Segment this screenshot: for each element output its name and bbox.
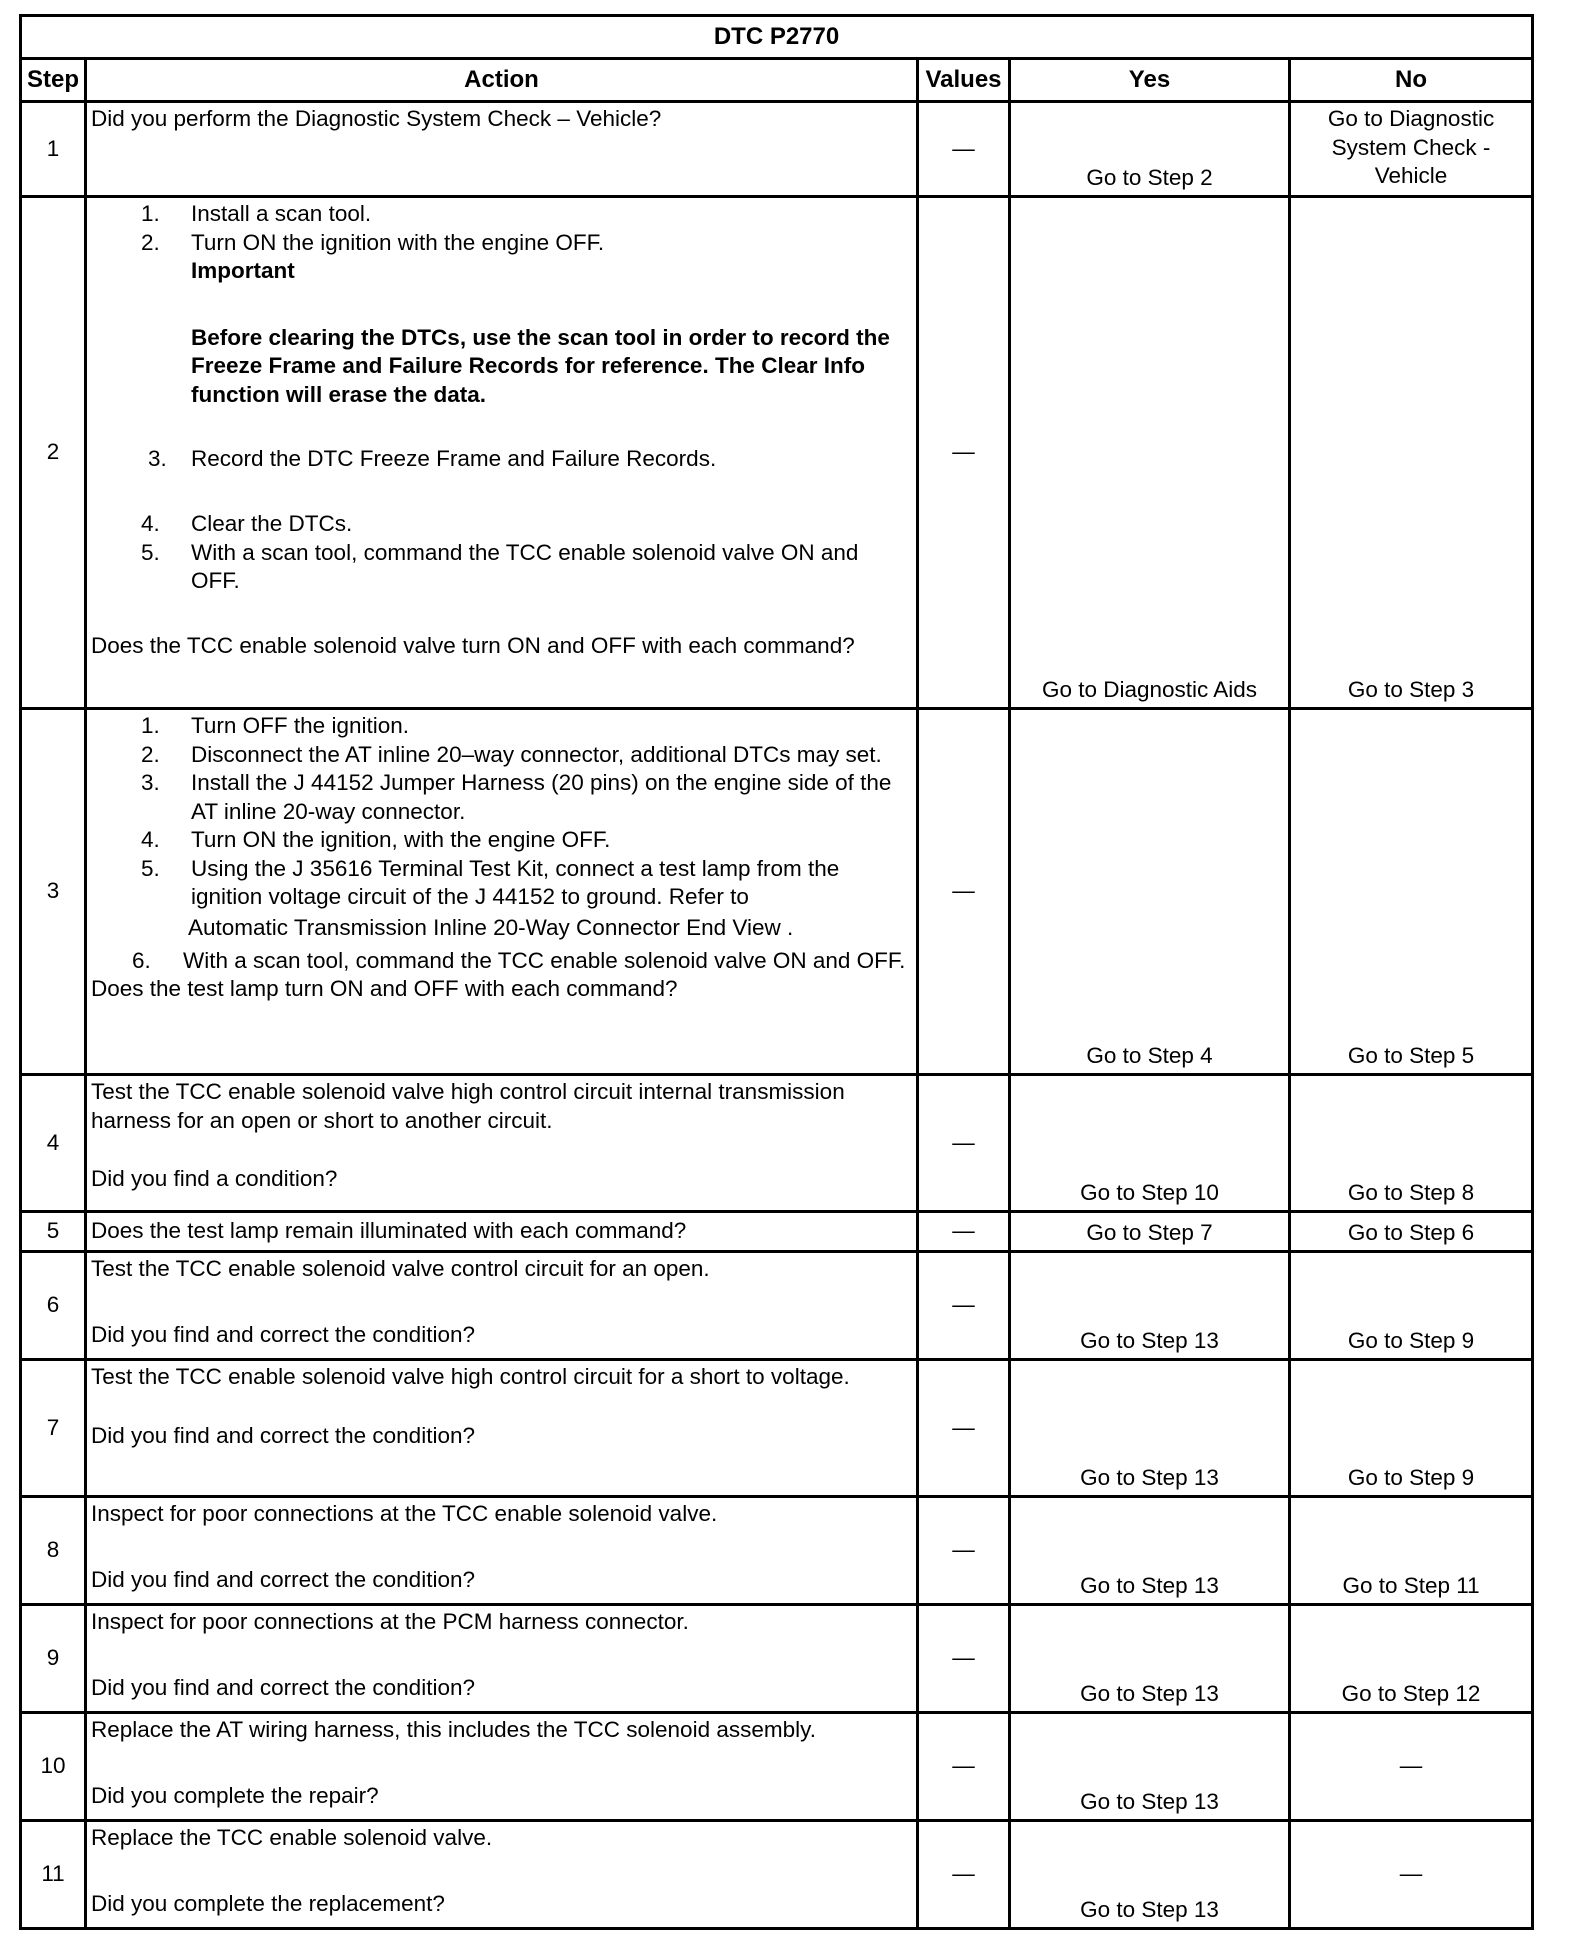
step-number: 8 (21, 1497, 86, 1605)
no-link[interactable]: Go to Step 6 (1290, 1212, 1533, 1252)
list-number: 3. (141, 770, 160, 796)
no-cell: — (1290, 1821, 1533, 1929)
action-cell (86, 197, 918, 709)
step-number: 3 (21, 709, 86, 1075)
list-text: Install the J 44152 Jumper Harness (20 pins) on the engine side of the AT inline 20-way connector. (191, 770, 892, 824)
action-cell (86, 102, 918, 197)
no-link[interactable]: Go to Step 12 (1290, 1605, 1533, 1713)
action-question: Does the test lamp remain illuminated with each command? (91, 1218, 687, 1244)
no-link[interactable]: Go to Step 8 (1290, 1075, 1533, 1212)
action-text: Test the TCC enable solenoid valve high control circuit internal transmission harness for an open or short to another circuit. (91, 1079, 845, 1133)
list-item (91, 539, 912, 596)
list-text: Install a scan tool. (191, 201, 372, 226)
list-item (91, 510, 912, 539)
action-text: Test the TCC enable solenoid valve high control circuit for a short to voltage. (91, 1364, 850, 1389)
no-link[interactable]: Go to Step 3 (1290, 197, 1533, 709)
list-number: 2. (141, 741, 160, 767)
action-cell (86, 709, 918, 1075)
list-item (91, 445, 912, 474)
header-step: Step (21, 59, 86, 102)
yes-link[interactable]: Go to Step 13 (1010, 1360, 1290, 1497)
procedure-list (91, 445, 912, 474)
step-number: 7 (21, 1360, 86, 1497)
action-question: Did you find and correct the condition? (91, 1321, 475, 1347)
yes-link[interactable]: Go to Step 13 (1010, 1605, 1290, 1713)
list-number: 5. (141, 855, 160, 881)
list-item (91, 769, 912, 826)
list-text: With a scan tool, command the TCC enable solenoid valve ON and OFF. (183, 947, 906, 973)
list-text: Disconnect the AT inline 20–way connector, additional DTCs may set. (191, 741, 882, 767)
no-cell: — (1290, 1713, 1533, 1821)
values-cell: — (918, 1212, 1010, 1252)
table-row (21, 1075, 1533, 1212)
table-row (21, 1212, 1533, 1252)
list-number: 1. (141, 201, 160, 226)
values-cell: — (918, 1075, 1010, 1212)
header-row (21, 59, 1533, 102)
table-row (21, 709, 1533, 1075)
header-action: Action (86, 59, 918, 102)
action-text: Test the TCC enable solenoid valve control circuit for an open. (91, 1256, 710, 1281)
list-number: 6. (132, 947, 151, 973)
action-cell (86, 1713, 918, 1821)
action-question: Did you complete the repair? (91, 1782, 379, 1808)
values-cell: — (918, 1252, 1010, 1360)
action-text: Inspect for poor connections at the TCC enable solenoid valve. (91, 1501, 718, 1526)
step-number: 10 (21, 1713, 86, 1821)
yes-link[interactable]: Go to Step 13 (1010, 1252, 1290, 1360)
procedure-list (91, 712, 912, 912)
step-number: 4 (21, 1075, 86, 1212)
dtc-table (19, 14, 1534, 1930)
action-question: Did you complete the replacement? (91, 1890, 445, 1916)
list-item (91, 712, 912, 741)
yes-link[interactable]: Go to Step 4 (1010, 709, 1290, 1075)
no-link[interactable]: Go to Step 11 (1290, 1497, 1533, 1605)
header-yes: Yes (1010, 59, 1290, 102)
action-question: Does the TCC enable solenoid valve turn ON and OFF with each command? (91, 632, 855, 658)
values-cell: — (918, 1821, 1010, 1929)
title-row (21, 16, 1533, 59)
list-number: 4. (141, 510, 160, 536)
step-number: 2 (21, 197, 86, 709)
list-number: 1. (141, 713, 160, 738)
list-text: Turn ON the ignition, with the engine OFF. (191, 827, 611, 853)
action-question: Does the test lamp turn ON and OFF with each command? (91, 976, 678, 1002)
step-number: 11 (21, 1821, 86, 1929)
list-text: Turn OFF the ignition. (191, 713, 410, 738)
yes-link[interactable]: Go to Step 7 (1010, 1212, 1290, 1252)
yes-link[interactable]: Go to Step 13 (1010, 1713, 1290, 1821)
list-number: 3. (148, 446, 167, 472)
values-cell: — (918, 1497, 1010, 1605)
action-cell (86, 1212, 918, 1252)
action-cell (86, 1605, 918, 1713)
list-number: 2. (141, 229, 160, 255)
action-cell (86, 1252, 918, 1360)
important-note: Before clearing the DTCs, use the scan tool in order to record the Freeze Frame and Failure Records for reference. The Clear Info function will erase the data. (191, 324, 890, 407)
action-question: Did you perform the Diagnostic System Check – Vehicle? (91, 106, 662, 131)
values-cell: — (918, 1605, 1010, 1713)
table-title: DTC P2770 (21, 16, 1533, 59)
action-cell (86, 1497, 918, 1605)
refer-link[interactable]: Automatic Transmission Inline 20-Way Connector End View . (188, 914, 794, 940)
procedure-list (91, 947, 912, 976)
list-text: Using the J 35616 Terminal Test Kit, connect a test lamp from the ignition voltage circuit of the J 44152 to ground. Refer to (191, 855, 840, 910)
values-cell: — (918, 1360, 1010, 1497)
table-row (21, 1252, 1533, 1360)
table-row (21, 1360, 1533, 1497)
step-number: 1 (21, 102, 86, 197)
action-cell (86, 1360, 918, 1497)
table-row (21, 1713, 1533, 1821)
table-row (21, 1497, 1533, 1605)
list-item (91, 826, 912, 855)
list-item (91, 229, 912, 258)
yes-link[interactable]: Go to Step 13 (1010, 1821, 1290, 1929)
no-link[interactable]: Go to Step 9 (1290, 1360, 1533, 1497)
header-no: No (1290, 59, 1533, 102)
yes-link[interactable]: Go to Step 10 (1010, 1075, 1290, 1212)
action-question: Did you find and correct the condition? (91, 1674, 475, 1700)
step-number: 6 (21, 1252, 86, 1360)
no-link[interactable]: Go to Step 9 (1290, 1252, 1533, 1360)
table-row (21, 1605, 1533, 1713)
list-text: Record the DTC Freeze Frame and Failure Records. (191, 446, 717, 472)
no-link[interactable]: Go to Step 5 (1290, 709, 1533, 1075)
table-row (21, 1821, 1533, 1929)
values-cell: — (918, 1713, 1010, 1821)
action-question: Did you find a condition? (91, 1166, 338, 1192)
values-cell: — (918, 102, 1010, 197)
header-values: Values (918, 59, 1010, 102)
action-text: Replace the AT wiring harness, this includes the TCC solenoid assembly. (91, 1717, 816, 1742)
action-question: Did you find and correct the condition? (91, 1566, 475, 1592)
action-text: Replace the TCC enable solenoid valve. (91, 1825, 493, 1850)
yes-link[interactable]: Go to Diagnostic Aids (1010, 197, 1290, 709)
no-link[interactable]: Go to Diagnostic System Check - Vehicle (1290, 102, 1533, 197)
action-cell (86, 1075, 918, 1212)
table-row (21, 197, 1533, 709)
procedure-list (91, 510, 912, 596)
important-label: Important (191, 258, 295, 284)
list-item (91, 200, 912, 229)
table-row (21, 102, 1533, 197)
step-number: 9 (21, 1605, 86, 1713)
yes-link[interactable]: Go to Step 13 (1010, 1497, 1290, 1605)
step-number: 5 (21, 1212, 86, 1252)
list-number: 5. (141, 539, 160, 565)
list-item (91, 947, 912, 976)
action-cell (86, 1821, 918, 1929)
list-text: Clear the DTCs. (191, 510, 353, 536)
list-item (91, 741, 912, 770)
yes-link[interactable]: Go to Step 2 (1010, 102, 1290, 197)
action-question: Did you find and correct the condition? (91, 1422, 475, 1448)
list-number: 4. (141, 827, 160, 853)
list-text: With a scan tool, command the TCC enable solenoid valve ON and OFF. (191, 539, 859, 594)
action-text: Inspect for poor connections at the PCM harness connector. (91, 1609, 689, 1634)
list-item (91, 855, 912, 912)
procedure-list (91, 200, 912, 257)
values-cell: — (918, 197, 1010, 709)
values-cell: — (918, 709, 1010, 1075)
list-text: Turn ON the ignition with the engine OFF. (191, 229, 605, 255)
